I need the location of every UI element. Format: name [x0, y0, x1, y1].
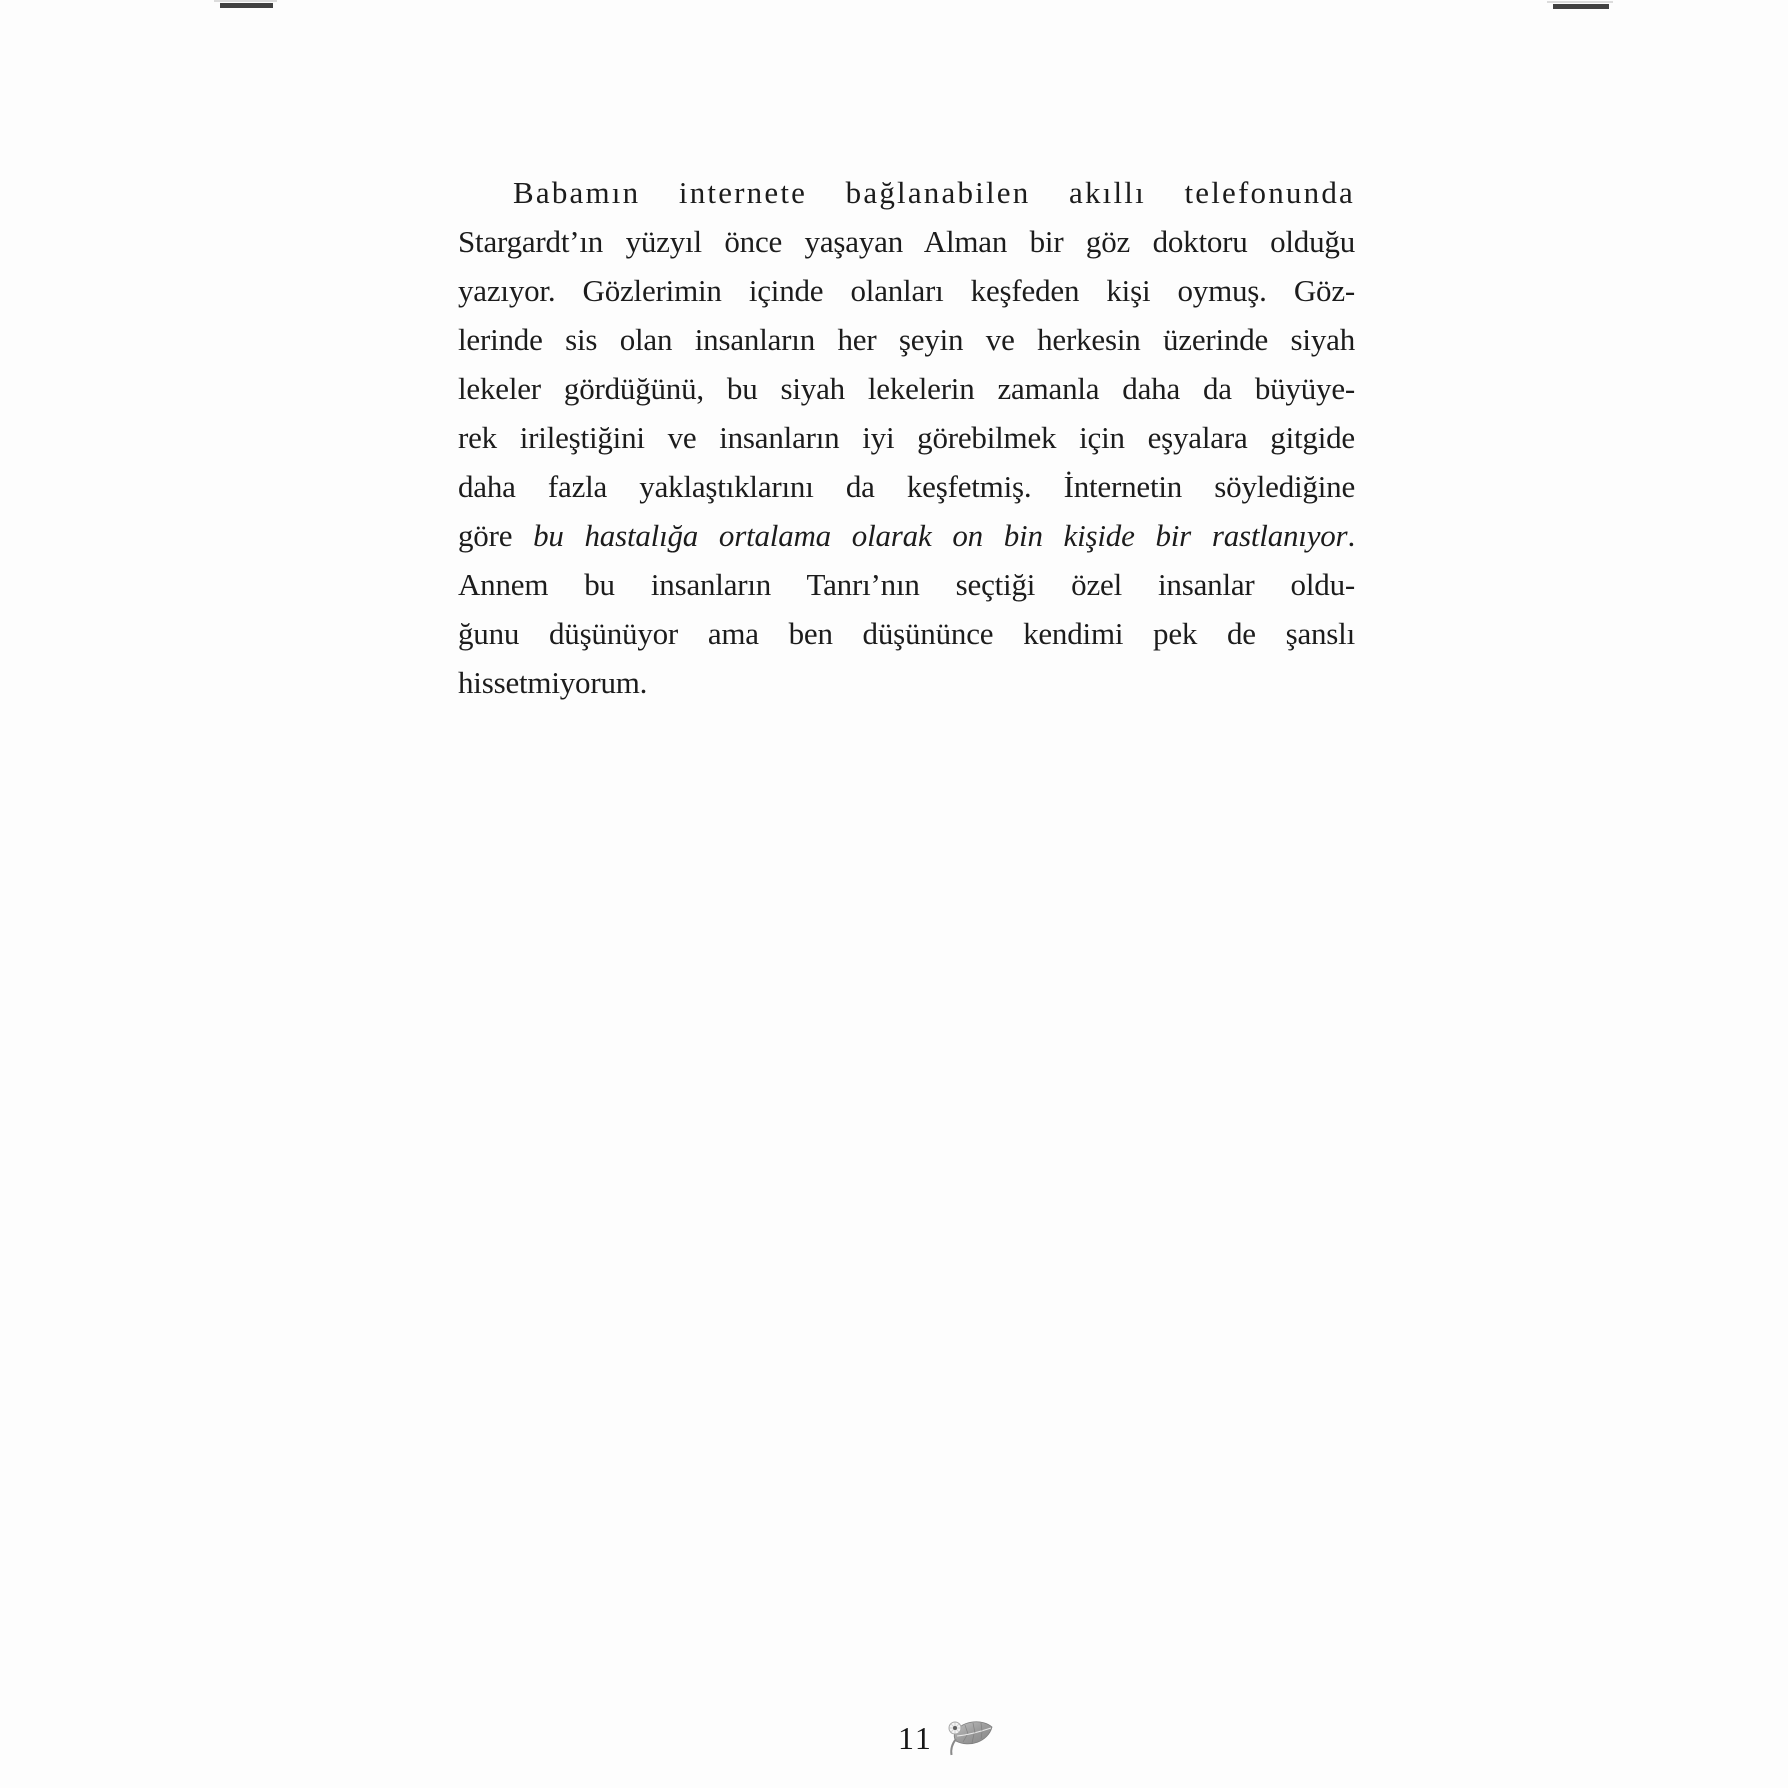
text-line: daha fazla yaklaştıklarını da keşfetmiş. İnternetin söylediğine — [458, 469, 1355, 504]
text-regular: . — [1347, 518, 1355, 553]
text-line: hissetmiyorum. — [458, 665, 648, 700]
text-line: yazıyor. Gözlerimin içinde olanları keşfeden kişi oymuş. Göz- — [458, 273, 1355, 308]
body-paragraph — [458, 168, 1355, 707]
text-line: ğunu düşünüyor ama ben düşününce kendimi pek de şanslı — [458, 616, 1355, 651]
text-line: Annem bu insanların Tanrı’nın seçtiği özel insanlar oldu- — [458, 567, 1355, 602]
page-edge-mark-right — [1553, 4, 1609, 9]
text-line: lekeler gördüğünü, bu siyah lekelerin zamanla daha da büyüye- — [458, 371, 1355, 406]
leaf-ornament-icon — [941, 1716, 997, 1758]
text-regular: göre — [458, 518, 534, 553]
text-line: rek irileştiğini ve insanların iyi görebilmek için eşyalara gitgide — [458, 420, 1355, 455]
text-line-mixed — [458, 511, 1355, 560]
text-line: Babamın internete bağlanabilen akıllı telefonunda — [513, 175, 1355, 210]
text-line: lerinde sis olan insanların her şeyin ve herkesin üzerinde siyah — [458, 322, 1355, 357]
page-number: 11 — [898, 1720, 933, 1756]
text-line: Stargardt’ın yüzyıl önce yaşayan Alman bir göz doktoru olduğu — [458, 224, 1355, 259]
page-edge-mark-left — [220, 3, 273, 8]
text-italic: bu hastalığa ortalama olarak on bin kişide bir rastlanıyor — [533, 518, 1348, 553]
